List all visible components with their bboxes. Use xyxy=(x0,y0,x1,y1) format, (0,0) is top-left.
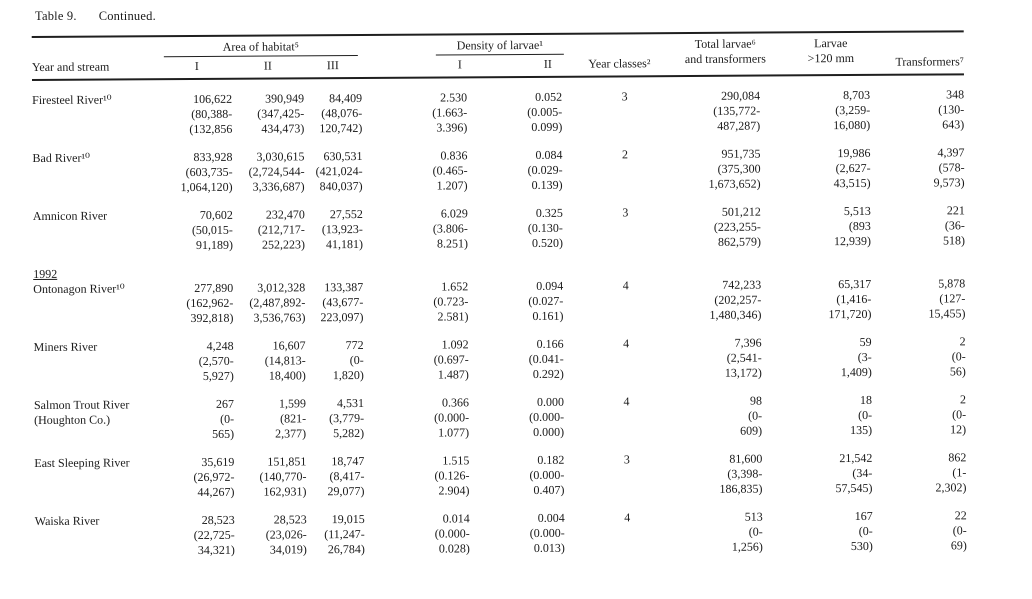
table-row-salmon-trout-river xyxy=(34,392,966,443)
year-classes-cell: 2 xyxy=(621,147,629,162)
header-larvae-line1: Larvae xyxy=(814,36,848,51)
total-larvae-cell: 98 (0- 609) xyxy=(740,393,763,438)
table-caption xyxy=(35,9,156,24)
table-caption-continued: Continued. xyxy=(98,9,156,23)
table-header-row xyxy=(32,30,964,81)
density-I-cell: 6.029 (3.806- 8.251) xyxy=(432,206,469,251)
transformers-cell: 221 (36- 518) xyxy=(942,203,966,248)
density-II-cell: 0.182 (0.000- 0.407) xyxy=(529,452,565,497)
transformers-cell: 5,878 (127- 15,455) xyxy=(928,276,966,321)
year-classes-cell: 4 xyxy=(622,278,629,293)
density-I-cell: 0.836 (0.465- 1.207) xyxy=(432,148,468,193)
transformers-cell: 348 (130- 643) xyxy=(938,87,965,132)
stream-name: Salmon Trout River (Houghton Co.) xyxy=(33,397,130,428)
larvae-over-120mm-cell: 65,317 (1,416- 171,720) xyxy=(828,276,872,322)
area-habitat-III-cell: 84,409 (48,076- 120,742) xyxy=(319,90,363,136)
transformers-cell: 22 (0- 69) xyxy=(950,508,967,553)
larvae-over-120mm-cell: 167 (0- 530) xyxy=(850,508,873,554)
header-total-larvae-line1: Total larvae⁶ xyxy=(694,36,756,51)
larvae-over-120mm-cell: 18 (0- 135) xyxy=(850,392,873,438)
density-I-cell: 1.652 (0.723- 2.581) xyxy=(433,279,469,324)
area-habitat-I-cell: 106,622 (80,388- (132,856 xyxy=(189,91,233,137)
table-row-firesteel-river xyxy=(32,87,964,138)
header-density-col-I: I xyxy=(457,57,462,72)
year-classes-cell: 4 xyxy=(624,510,631,525)
total-larvae-cell: 951,735 (375,300 1,673,652) xyxy=(708,146,761,191)
density-II-cell: 0.325 (0.130- 0.520) xyxy=(527,205,564,250)
stream-name: East Sleeping River xyxy=(34,455,130,471)
area-habitat-III-cell: 772 (0- 1,820) xyxy=(332,337,364,383)
header-group-area-of-habitat xyxy=(162,39,362,74)
total-larvae-cell: 81,600 (3,398- 186,835) xyxy=(719,451,763,496)
header-area-of-habitat: Area of habitat⁵ xyxy=(164,39,358,57)
year-classes-cell: 4 xyxy=(623,336,630,351)
area-habitat-I-cell: 70,602 (50,015- 91,189) xyxy=(191,207,234,253)
year-group-label: 1992 xyxy=(33,266,58,282)
header-group-density-of-larvae xyxy=(362,38,564,73)
area-habitat-II-cell: 3,030,615 (2,724,544- 3,336,687) xyxy=(248,149,305,194)
larvae-over-120mm-cell: 19,986 (2,627- 43,515) xyxy=(833,145,871,191)
transformers-cell: 2 (0- 12) xyxy=(950,392,967,437)
header-area-col-I: I xyxy=(194,58,199,74)
area-habitat-II-cell: 16,607 (14,813- 18,400) xyxy=(264,338,306,383)
table-row-bad-river xyxy=(32,145,964,196)
density-I-cell: 1.092 (0.697- 1.487) xyxy=(433,337,469,382)
area-habitat-II-cell: 151,851 (140,770- 162,931) xyxy=(259,454,307,499)
larvae-over-120mm-cell: 21,542 (34- 57,545) xyxy=(835,450,873,496)
area-habitat-II-cell: 28,523 (23,026- 34,019) xyxy=(265,512,307,557)
year-classes-cell: 3 xyxy=(623,452,630,467)
density-I-cell: 0.014 (0.000- 0.028) xyxy=(434,511,470,556)
year-classes-cell: 3 xyxy=(621,89,628,104)
transformers-cell: 862 (1- 2,302) xyxy=(935,450,967,495)
area-habitat-I-cell: 28,523 (22,725- 34,321) xyxy=(193,512,235,558)
area-habitat-II-cell: 3,012,328 (2,487,892- 3,536,763) xyxy=(249,280,306,325)
area-habitat-III-cell: 27,552 (13,923- 41,181) xyxy=(321,206,364,252)
density-I-cell: 0.366 (0.000- 1.077) xyxy=(434,395,470,440)
stream-name: Miners River xyxy=(33,339,98,355)
area-habitat-I-cell: 35,619 (26,972- 44,267) xyxy=(193,454,235,500)
year-classes-cell: 4 xyxy=(623,394,630,409)
table-row-ontonagon-river-1992 xyxy=(33,261,965,327)
header-transformers: Transformers⁷ xyxy=(895,54,964,69)
area-habitat-I-cell: 833,928 (603,735- 1,064,120) xyxy=(180,149,233,195)
stream-name: Firesteel River¹⁰ xyxy=(32,92,112,108)
area-habitat-III-cell: 630,531 (421,024- 840,037) xyxy=(315,148,363,194)
table-row-waiska-river xyxy=(35,508,967,559)
header-total-larvae-line2: and transformers xyxy=(684,51,766,67)
header-larvae-line2: >120 mm xyxy=(807,50,855,66)
stream-name: Ontonagon River¹⁰ xyxy=(33,281,125,297)
total-larvae-cell: 290,084 (135,772- 487,287) xyxy=(713,88,761,133)
total-larvae-cell: 513 (0- 1,256) xyxy=(731,509,763,554)
header-density-col-II: II xyxy=(543,56,552,71)
density-II-cell: 0.004 (0.000- 0.013) xyxy=(529,510,565,555)
stream-name: Bad River¹⁰ xyxy=(32,150,90,166)
area-habitat-III-cell: 4,531 (3,779- 5,282) xyxy=(329,395,365,441)
larvae-over-120mm-cell: 8,703 (3,259- 16,080) xyxy=(833,87,871,133)
header-total-larvae-and-transformers xyxy=(659,36,792,67)
area-habitat-II-cell: 1,599 (821- 2,377) xyxy=(275,396,307,441)
data-table xyxy=(32,30,967,572)
stream-name: Amnicon River xyxy=(32,208,108,224)
transformers-cell: 2 (0- 56) xyxy=(949,334,966,379)
area-habitat-III-cell: 19,015 (11,247- 26,784) xyxy=(324,511,365,557)
header-density-of-larvae: Density of larvae¹ xyxy=(436,38,564,56)
area-habitat-I-cell: 277,890 (162,962- 392,818) xyxy=(186,280,234,326)
table-row-east-sleeping-river xyxy=(34,450,966,501)
density-II-cell: 0.166 (0.041- 0.292) xyxy=(528,336,564,381)
header-larvae-over-120mm xyxy=(792,36,870,66)
density-II-cell: 0.084 (0.029- 0.139) xyxy=(527,147,563,192)
density-I-cell: 2.530 (1.663- 3.396) xyxy=(432,90,468,135)
table-row-miners-river xyxy=(34,334,966,385)
larvae-over-120mm-cell: 59 (3- 1,409) xyxy=(840,334,872,380)
header-area-col-II: II xyxy=(263,58,272,73)
header-year-classes: Year classes² xyxy=(588,56,651,71)
table-row-amnicon-river xyxy=(33,203,965,254)
area-habitat-I-cell: 4,248 (2,570- 5,927) xyxy=(198,338,234,383)
area-habitat-III-cell: 133,387 (43,677- 223,097) xyxy=(320,279,364,325)
stream-name: Waiska River xyxy=(34,513,100,529)
total-larvae-cell: 501,212 (223,255- 862,579) xyxy=(713,204,762,249)
table-body xyxy=(32,75,967,559)
larvae-over-120mm-cell: 5,513 (893 12,939) xyxy=(833,203,872,249)
area-habitat-I-cell: 267 (0- 565) xyxy=(212,396,235,441)
transformers-cell: 4,397 (578- 9,573) xyxy=(933,145,965,190)
stream-cell xyxy=(33,266,163,297)
total-larvae-cell: 742,233 (202,257- 1,480,346) xyxy=(709,277,762,322)
density-II-cell: 0.094 (0.027- 0.161) xyxy=(528,278,564,323)
header-area-subcolumns xyxy=(162,58,362,74)
year-classes-cell: 3 xyxy=(622,205,629,220)
density-II-cell: 0.000 (0.000- 0.000) xyxy=(529,394,565,439)
density-I-cell: 1.515 (0.126- 2.904) xyxy=(434,453,470,498)
header-area-col-III: III xyxy=(326,58,339,73)
area-habitat-II-cell: 390,949 (347,425- 434,473) xyxy=(257,91,305,136)
table-caption-label: Table 9. xyxy=(35,9,77,23)
header-density-subcolumns xyxy=(362,57,564,73)
area-habitat-II-cell: 232,470 (212,717- 252,223) xyxy=(257,207,306,252)
total-larvae-cell: 7,396 (2,541- 13,172) xyxy=(724,335,762,380)
density-II-cell: 0.052 (0.005- 0.099) xyxy=(527,89,563,134)
area-habitat-III-cell: 18,747 (8,417- 29,077) xyxy=(327,453,365,499)
header-year-and-stream: Year and stream xyxy=(31,59,110,75)
